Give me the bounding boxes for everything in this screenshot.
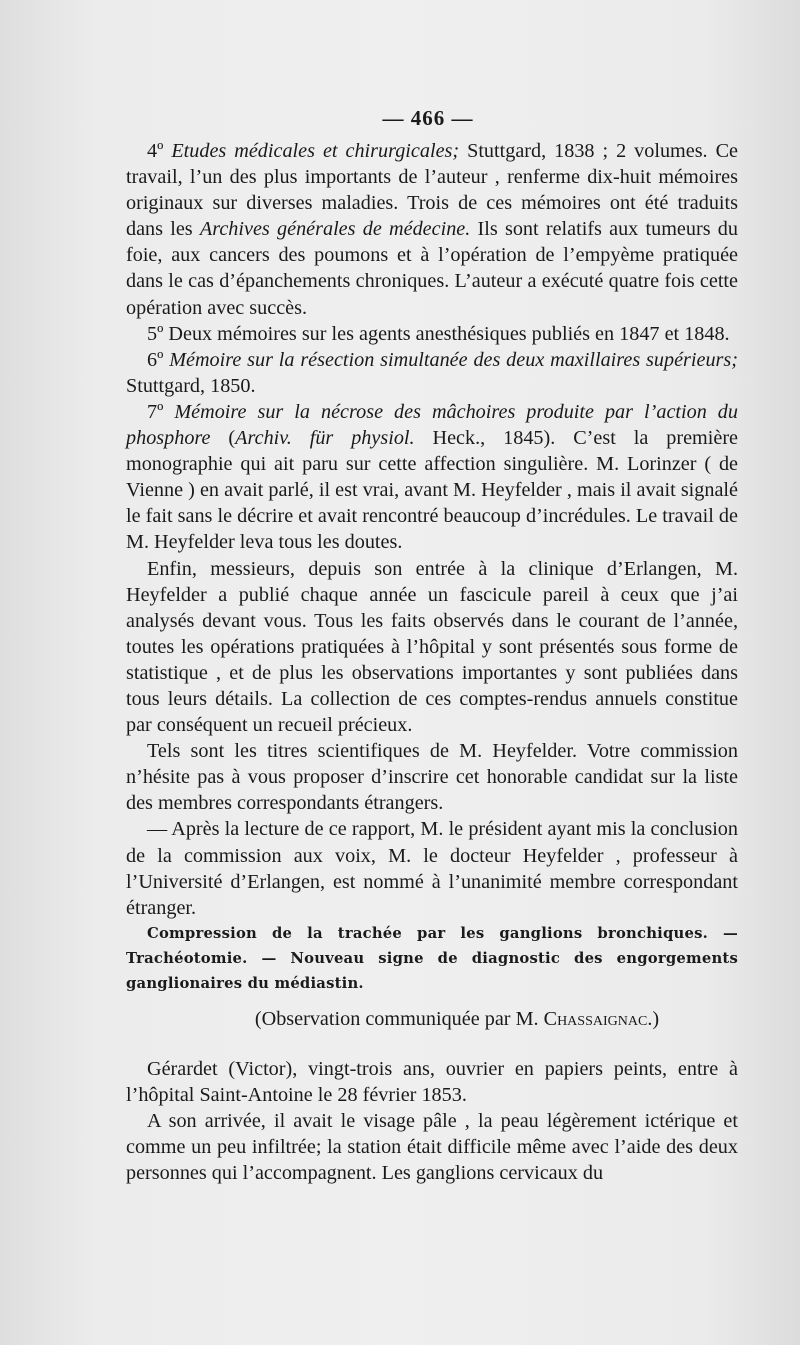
credit-text: (Observation communiquée par M.	[254, 1007, 544, 1030]
journal-title: Archives générales de médecine.	[199, 218, 471, 241]
reference-title: Archiv. für physiol.	[235, 427, 415, 450]
paragraph-item-6	[126, 347, 738, 399]
page-number: — 466 —	[382, 106, 474, 130]
item-number: 7º	[147, 400, 175, 423]
credit-suffix: .)	[647, 1007, 660, 1030]
observation-credit	[176, 1006, 738, 1032]
section-heading: Compression de la trachée par les ganglions bronchiques. — Trachéotomie. — Nouveau signe de diagnostic des engorgements ganglionaires du médiastin.	[126, 924, 738, 992]
paragraph-text: Ils sont relatifs aux tumeurs du foie, aux cancers des poumons et à l’opération de l’empyème pratiquée dans le cas d’épanchements chroniques. L’auteur a exécuté quatre fois cette opération avec succès.	[126, 218, 738, 319]
paragraph-enfin: Enfin, messieurs, depuis son entrée à la clinique d’Erlangen, M. Heyfelder a publié chaque année un fascicule pareil à ceux que j’ai analysés devant vous. Tous les faits observés dans le courant de l’année, toutes les opérations pratiquées à l’hôpital y sont présentés sous forme de statistique , et de plus les observations importantes y sont publiées dans tous leurs détails. La collection de ces comptes-rendus annuels constitue par conséquent un recueil précieux.	[126, 557, 738, 737]
item-number: 6º	[147, 348, 170, 371]
paragraph-text: Stuttgard, 1850.	[126, 374, 256, 397]
paren-open: (	[210, 427, 236, 450]
paragraph-item-4	[126, 138, 738, 321]
paragraph-text: Stuttgard, 1838 ; 2 volumes. Ce travail, l’un des plus importants de l’auteur , renferme dix-huit mémoires originaux sur diverses maladies. Trois de ces mémoires ont été traduits dans les	[126, 140, 738, 241]
author-name: Chassaignac	[543, 1007, 648, 1030]
work-title: Mémoire sur la nécrose des mâchoires produite par l’action du phosphore	[126, 400, 738, 450]
paragraph-apres-lecture: — Après la lecture de ce rapport, M. le président ayant mis la conclusion de la commission aux voix, M. le docteur Heyfelder , professeur à l’Université d’Erlangen, est nommé à l’unanimité membre correspondant étranger.	[126, 818, 738, 919]
body-text	[126, 138, 738, 1186]
item-number: 4º	[147, 140, 172, 162]
paragraph-item-7	[126, 399, 738, 556]
paragraph-item-5: 5º Deux mémoires sur les agents anesthésiques publiés en 1847 et 1848.	[147, 322, 730, 345]
paragraph-text: Heck., 1845). C’est la première monographie qui ait paru sur cette affection singulière. M. Lorinzer ( de Vienne ) en avait parlé, il est vrai, avant M. Heyfelder , mais il avait signalé le fait sans le décrire et avait rencontré beaucoup d’incrédules. Le travail de M. Heyfelder leva tous les doutes.	[126, 427, 738, 554]
work-title: Mémoire sur la résection simultanée des deux maxillaires supérieurs;	[169, 348, 738, 371]
paragraph-arrivee: A son arrivée, il avait le visage pâle , la peau légèrement ictérique et comme un peu infiltrée; la station était difficile même avec l’aide des deux personnes qui l’accompagnent. Les ganglions cervicaux du	[126, 1110, 738, 1185]
work-title: Etudes médicales et chirurgicales;	[171, 140, 460, 162]
paragraph-gerardet: Gérardet (Victor), vingt-trois ans, ouvrier en papiers peints, entre à l’hôpital Saint-Antoine le 28 février 1853.	[126, 1057, 738, 1106]
paragraph-tels-sont: Tels sont les titres scientifiques de M. Heyfelder. Votre commission n’hésite pas à vous proposer d’inscrire cet honorable candidat sur la liste des membres correspondants étrangers.	[126, 740, 738, 815]
